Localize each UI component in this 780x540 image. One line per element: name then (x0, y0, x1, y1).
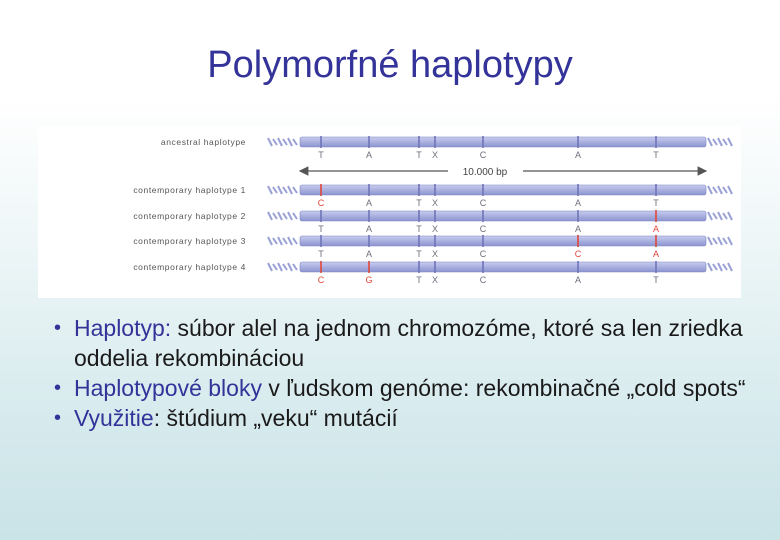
slide-title: Polymorfné haplotypy (207, 44, 573, 86)
chromosome-end-right (708, 263, 732, 271)
allele-letter: A (574, 150, 582, 160)
chromosome-end-right (708, 237, 732, 245)
haplotype-label: contemporary haplotype 2 (133, 211, 246, 221)
bullet-text: v ľudskom genóme: rekombinačné „cold spots“ (261, 375, 746, 401)
allele-letter: T (318, 249, 324, 259)
allele-letter: T (416, 150, 422, 160)
allele-letter: C (479, 150, 487, 160)
allele-letter: X (431, 249, 439, 259)
haplotype-row (133, 261, 732, 285)
haplotype-row (161, 136, 732, 160)
allele-letter: C (479, 275, 487, 285)
haplotype-label: contemporary haplotype 3 (133, 236, 246, 246)
allele-letter: A (365, 150, 373, 160)
bullet-text: súbor alel na jednom chromozóme, ktoré sa len zriedka oddelia rekombináciou (74, 315, 743, 371)
bullet-item (56, 373, 756, 403)
allele-letter: X (431, 275, 439, 285)
bullet-term: Využitie (74, 405, 154, 431)
allele-letter: T (416, 275, 422, 285)
haplotype-row (133, 235, 732, 259)
allele-letter: C (479, 198, 487, 208)
haplotype-label: contemporary haplotype 1 (133, 185, 246, 195)
allele-letter: T (653, 198, 659, 208)
chromosome-bar (300, 262, 706, 272)
allele-letter: G (365, 275, 373, 285)
allele-letter: T (416, 249, 422, 259)
allele-letter: A (652, 249, 660, 259)
allele-letter: X (431, 150, 439, 160)
allele-letter: C (479, 224, 487, 234)
allele-letter: T (416, 198, 422, 208)
allele-letter: X (431, 224, 439, 234)
allele-letter: A (365, 224, 373, 234)
allele-letter: C (317, 275, 325, 285)
chromosome-bar (300, 236, 706, 246)
chromosome-end-left (268, 263, 297, 271)
chromosome-end-right (708, 186, 732, 194)
chromosome-end-left (268, 212, 297, 220)
allele-letter: A (365, 198, 373, 208)
allele-letter: T (416, 224, 422, 234)
chromosome-end-right (708, 212, 732, 220)
allele-letter: A (574, 198, 582, 208)
haplotype-row (133, 210, 732, 234)
bullet-item (56, 313, 756, 373)
allele-letter: T (653, 275, 659, 285)
chromosome-bar (300, 211, 706, 221)
allele-letter: C (317, 198, 325, 208)
haplotype-figure (38, 126, 741, 298)
allele-letter: T (318, 150, 324, 160)
chromosome-bar (300, 185, 706, 195)
haplotype-diagram (38, 126, 741, 298)
bullet-term: Haplotypové bloky (74, 375, 262, 401)
bullet-term: Haplotyp: (74, 315, 172, 341)
allele-letter: C (479, 249, 487, 259)
chromosome-end-left (268, 138, 297, 146)
distance-label: 10.000 bp (462, 167, 508, 178)
haplotype-label: contemporary haplotype 4 (133, 262, 246, 272)
haplotype-row (133, 184, 732, 208)
chromosome-bar (300, 137, 706, 147)
allele-letter: T (318, 224, 324, 234)
bullet-dot: • (54, 407, 62, 429)
chromosome-end-right (708, 138, 732, 146)
distance-indicator (300, 163, 706, 178)
allele-letter: A (574, 275, 582, 285)
allele-letter: T (653, 150, 659, 160)
allele-letter: C (574, 249, 582, 259)
bullet-dot: • (54, 317, 62, 339)
bullet-list (56, 313, 756, 433)
allele-letter: A (652, 224, 660, 234)
bullet-text: : štúdium „veku“ mutácií (153, 405, 398, 431)
allele-letter: X (431, 198, 439, 208)
allele-letter: A (365, 249, 373, 259)
chromosome-end-left (268, 237, 297, 245)
haplotype-label: ancestral haplotype (160, 137, 246, 147)
bullet-dot: • (54, 377, 62, 399)
chromosome-end-left (268, 186, 297, 194)
allele-letter: A (574, 224, 582, 234)
bullet-item (56, 403, 756, 433)
